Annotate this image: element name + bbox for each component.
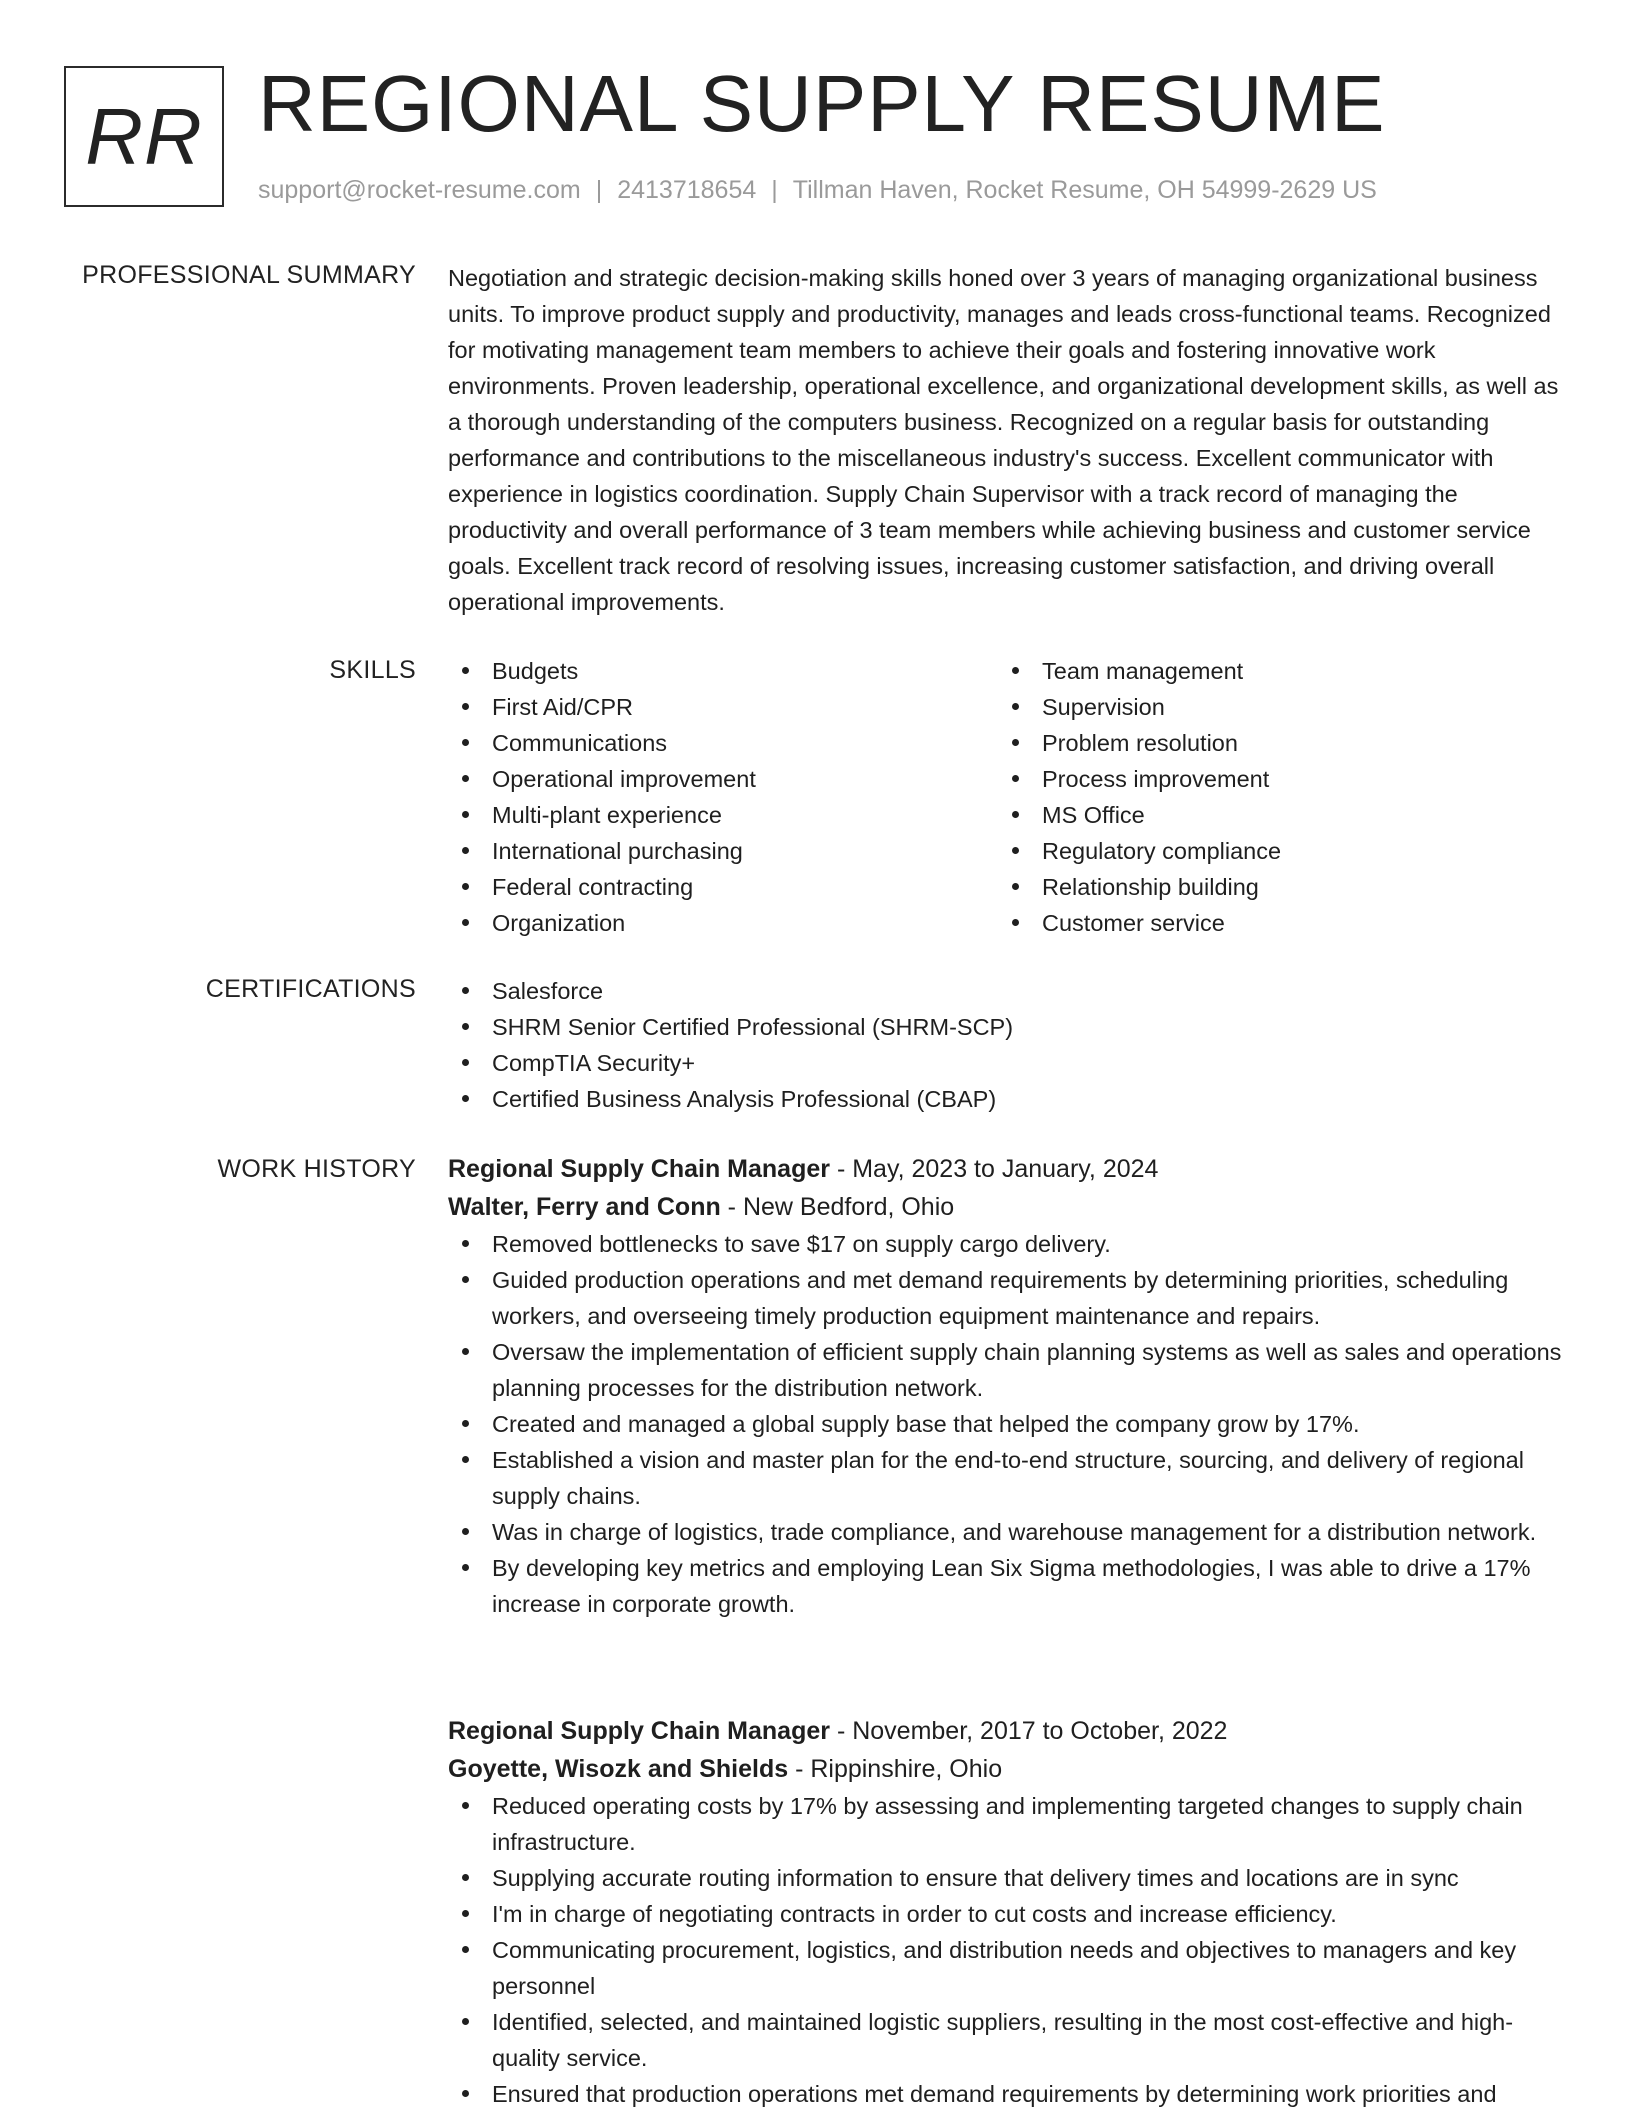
job-title-line	[448, 1712, 1568, 1750]
job-bullets	[448, 1226, 1568, 1622]
contact-phone: 2413718654	[617, 176, 757, 204]
skill-item: Communications	[448, 725, 998, 761]
job-location: - New Bedford, Ohio	[720, 1193, 955, 1221]
job-bullet: By developing key metrics and employing Lean Six Sigma methodologies, I was able to drive a 17% increase in corporate growth.	[448, 1550, 1568, 1622]
skill-item: MS Office	[998, 797, 1548, 833]
certifications-list	[448, 973, 1568, 1117]
skill-item: Regulatory compliance	[998, 833, 1548, 869]
job-company-line	[448, 1750, 1568, 1788]
job-bullet: Communicating procurement, logistics, and distribution needs and objectives to managers and key personnel	[448, 1932, 1568, 2004]
skills-section	[448, 653, 1568, 941]
skill-item: Team management	[998, 653, 1548, 689]
certification-item: SHRM Senior Certified Professional (SHRM-SCP)	[448, 1009, 1568, 1045]
skills-left-list	[448, 653, 998, 941]
contact-address: Tillman Haven, Rocket Resume, OH 54999-2629 US	[792, 176, 1377, 204]
job-location: - Rippinshire, Ohio	[788, 1755, 1003, 1783]
skill-item: Problem resolution	[998, 725, 1548, 761]
job-bullet: Reduced operating costs by 17% by assessing and implementing targeted changes to supply chain infrastructure.	[448, 1788, 1568, 1860]
job-bullet: Identified, selected, and maintained logistic suppliers, resulting in the most cost-effective and high-quality service.	[448, 2004, 1568, 2076]
work-history-heading: WORK HISTORY	[217, 1155, 416, 1183]
skill-item: International purchasing	[448, 833, 998, 869]
job-bullet: Guided production operations and met demand requirements by determining priorities, scheduling workers, and overseeing timely production equipment maintenance and repairs.	[448, 1262, 1568, 1334]
summary-text: Negotiation and strategic decision-making skills honed over 3 years of managing organizational business units. To improve product supply and productivity, manages and leads cross-functional teams. Recognized for motivating management team members to achieve their goals and fostering innovative work environments. Proven leadership, operational excellence, and organizational development skills, as well as a thorough understanding of the computers business. Recognized on a regular basis for outstanding performance and contributions to the miscellaneous industry's success. Excellent communicator with experience in logistics coordination. Supply Chain Supervisor with a track record of managing the productivity and overall performance of 3 team members while achieving business and customer service goals. Excellent track record of resolving issues, increasing customer satisfaction, and driving overall operational improvements.	[448, 265, 1559, 615]
skills-heading: SKILLS	[329, 656, 416, 684]
job-title-line	[448, 1150, 1568, 1188]
certifications-section	[448, 973, 1568, 1117]
skill-item: Supervision	[998, 689, 1548, 725]
job-bullet: I'm in charge of negotiating contracts in order to cut costs and increase efficiency.	[448, 1896, 1568, 1932]
job-dates: - May, 2023 to January, 2024	[830, 1155, 1159, 1183]
job-dates: - November, 2017 to October, 2022	[830, 1717, 1228, 1745]
skills-right-list	[998, 653, 1548, 941]
job-entry	[448, 1712, 1568, 2112]
skill-item: Customer service	[998, 905, 1548, 941]
job-bullet: Established a vision and master plan for the end-to-end structure, sourcing, and delivery of regional supply chains.	[448, 1442, 1568, 1514]
contact-separator: |	[595, 176, 603, 204]
job-bullet: Was in charge of logistics, trade compliance, and warehouse management for a distribution network.	[448, 1514, 1568, 1550]
job-bullets	[448, 1788, 1568, 2112]
skill-item: Process improvement	[998, 761, 1548, 797]
resume-title: REGIONAL SUPPLY RESUME	[258, 59, 1386, 148]
job-bullet: Ensured that production operations met demand requirements by determining work priorities and	[448, 2076, 1568, 2112]
job-title: Regional Supply Chain Manager	[448, 1155, 830, 1183]
certification-item: Salesforce	[448, 973, 1568, 1009]
job-title: Regional Supply Chain Manager	[448, 1717, 830, 1745]
job-company: Goyette, Wisozk and Shields	[448, 1755, 789, 1783]
job-bullet: Removed bottlenecks to save $17 on supply cargo delivery.	[448, 1226, 1568, 1262]
skill-item: Federal contracting	[448, 869, 998, 905]
job-entry	[448, 1150, 1568, 1622]
skill-item: Budgets	[448, 653, 998, 689]
contact-line	[258, 174, 1377, 206]
certification-item: CompTIA Security+	[448, 1045, 1568, 1081]
skill-item: Relationship building	[998, 869, 1548, 905]
contact-email: support@rocket-resume.com	[258, 176, 581, 204]
skill-item: Operational improvement	[448, 761, 998, 797]
job-bullet: Supplying accurate routing information to ensure that delivery times and locations are in sync	[448, 1860, 1568, 1896]
job-bullet: Oversaw the implementation of efficient supply chain planning systems as well as sales and operations planning processes for the distribution network.	[448, 1334, 1568, 1406]
job-bullet: Created and managed a global supply base that helped the company grow by 17%.	[448, 1406, 1568, 1442]
contact-separator: |	[771, 176, 778, 204]
summary-section	[448, 260, 1568, 620]
summary-heading: PROFESSIONAL SUMMARY	[82, 261, 416, 289]
certifications-heading: CERTIFICATIONS	[205, 975, 416, 1003]
job-company-line	[448, 1188, 1568, 1226]
skill-item: Multi-plant experience	[448, 797, 998, 833]
skill-item: Organization	[448, 905, 998, 941]
skill-item: First Aid/CPR	[448, 689, 998, 725]
certification-item: Certified Business Analysis Professional (CBAP)	[448, 1081, 1568, 1117]
monogram-logo: RR	[64, 66, 224, 207]
job-company: Walter, Ferry and Conn	[448, 1193, 721, 1221]
